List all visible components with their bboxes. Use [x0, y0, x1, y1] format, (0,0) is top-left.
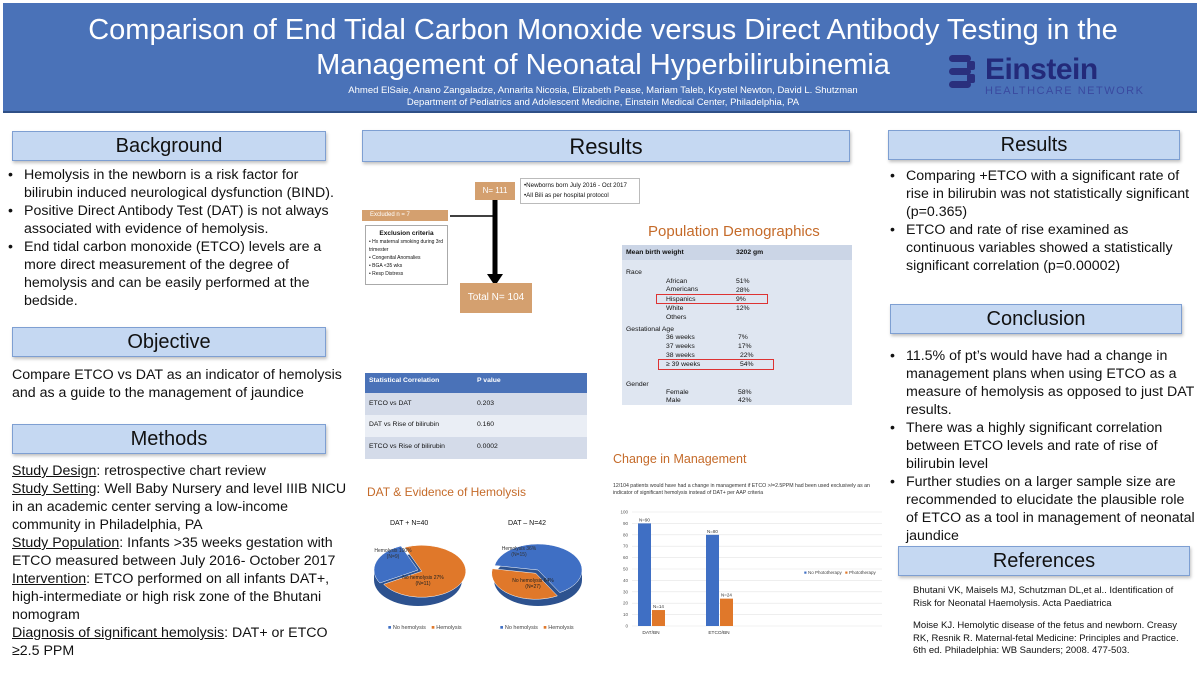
ga-row-value: 54%	[740, 361, 754, 368]
stat-header-cell: P value	[477, 377, 501, 384]
stat-header-row	[365, 373, 587, 393]
race-row-value: 9%	[736, 296, 746, 303]
hispanics-highlight	[656, 294, 768, 304]
objective-text: Compare ETCO vs DAT as an indicator of hemolysis and as a guide to the management of jaundice	[12, 367, 342, 401]
pie-chart-title: DAT & Evidence of Hemolysis	[367, 485, 526, 499]
demographics-title: Population Demographics	[648, 223, 820, 240]
gender-row-label: Female	[666, 389, 689, 396]
bar-chart-subtitle: 12/104 patients would have had a change in management if ETCO >/=2.5PPM had been used exclusively as an indicator of significant hemolysis instead of DAT+ per AAP criteria	[613, 483, 870, 496]
flow-arrows	[440, 198, 510, 288]
race-row-label: Others	[666, 314, 687, 321]
race-row-label: White	[666, 305, 684, 312]
conclusion-bullet: • There was a highly significant correlation between ETCO levels and rate of rise of bilirubin level	[888, 419, 1196, 473]
bar-data-label: N=14	[653, 604, 664, 610]
exclusion-item: • Hx maternal smoking during 3rd trimester	[369, 239, 444, 253]
methods-body	[12, 462, 358, 660]
y-tick-label: 50	[622, 566, 628, 572]
x-tick-label: ETCO/BN	[708, 631, 730, 636]
results-bullet: • Comparing +ETCO with a significant rate of rise in bilirubin was not statistically significant (p=0.365)	[888, 167, 1192, 221]
results-right-list	[888, 167, 1192, 275]
bar	[720, 599, 733, 626]
flow-criteria-box	[520, 178, 640, 204]
exclusion-item: • Congenital Anomalies	[369, 255, 421, 261]
race-row-value: 28%	[736, 287, 750, 294]
gender-row-label: Male	[666, 397, 681, 404]
background-bullet: • End tidal carbon monoxide (ETCO) levels are a more direct measurement of the degree of hemolysis and can be easily performed at the bedside.	[6, 238, 350, 310]
background-bullet: • Hemolysis in the newborn is a risk factor for bilirubin induced neurological dysfunction (BIND).	[6, 166, 350, 202]
gender-row-value: 42%	[738, 397, 752, 404]
logo-wordmark: Einstein	[985, 53, 1098, 86]
ga-row-value: 7%	[738, 334, 748, 341]
exclusion-criteria-box	[365, 225, 448, 285]
pie1-subtitle: DAT + N=40	[390, 520, 429, 527]
gender-label: Gender	[626, 381, 649, 388]
results-heading-right: Results	[888, 130, 1180, 160]
ga-label: Gestational Age	[626, 326, 674, 333]
y-tick-label: 70	[622, 543, 628, 549]
race-row-value: 51%	[736, 278, 750, 285]
bar	[706, 535, 719, 626]
gender-row-value: 58%	[738, 389, 752, 396]
y-tick-label: 90	[622, 520, 628, 526]
mean-value: 3202 gm	[736, 249, 764, 256]
pie2-subtitle: DAT – N=42	[508, 520, 547, 527]
results-bullet: • ETCO and rate of rise examined as continuous variables showed a statistically significant correlation (p=0.00002)	[888, 221, 1192, 275]
y-tick-label: 80	[622, 532, 628, 538]
flow-total-box: N= 111	[475, 182, 515, 200]
pie2-legend: ■ No hemolysis ■ Hemolysis	[500, 625, 574, 631]
y-tick-label: 60	[622, 555, 628, 561]
authors: Ahmed ElSaie, Anano Zangaladze, Annarita Nicosia, Elizabeth Pease, Mariam Taleb, Krystel Newton, David L. Shutzman	[348, 85, 858, 96]
poster-header	[3, 3, 1197, 113]
logo-mark-icon	[947, 51, 981, 95]
exclusion-item: • BGA <35 wks	[369, 263, 403, 269]
bar-data-label: N=24	[721, 592, 732, 598]
exclusion-title: Exclusion criteria	[379, 230, 434, 237]
race-row-label: African Americans	[666, 278, 699, 293]
demographics-table	[622, 245, 852, 405]
bar-data-label: N=90	[639, 517, 650, 523]
stat-row: ETCO vs Rise of bilirubin 0.0002	[365, 437, 587, 459]
methods-item: Study Population: Infants >35 weeks gestation with ETCO measured between July 2016- October 2017	[12, 535, 336, 569]
bar	[652, 610, 665, 626]
methods-item: Study Setting: Well Baby Nursery and level IIIB NICU in an academic center serving a low-income community in Philadelphia, PA	[12, 481, 347, 533]
ga-row-value: 22%	[740, 352, 754, 359]
mean-label: Mean birth weight	[626, 249, 684, 256]
objective-heading: Objective	[12, 327, 326, 357]
ga-row-label: ≥ 39 weeks	[666, 361, 701, 368]
logo-subtitle: HEALTHCARE NETWORK	[985, 85, 1145, 97]
pie2-hemolysis-label: Hemolysis 36% (N=15)	[501, 546, 537, 558]
title-line-1: Comparison of End Tidal Carbon Monoxide versus Direct Antibody Testing in the	[88, 14, 1118, 46]
department: Department of Pediatrics and Adolescent Medicine, Einstein Medical Center, Philadelphia, PA	[406, 97, 800, 108]
pie1-no-hemolysis-label: No hemolysis 27% (N=11)	[402, 575, 444, 587]
bar-grid	[632, 512, 882, 626]
stat-row: DAT vs Rise of bilirubin 0.160	[365, 415, 587, 437]
bar-data-label: N=80	[707, 528, 718, 534]
ga-row-value: 17%	[738, 343, 752, 350]
y-tick-label: 20	[622, 600, 628, 606]
bar-chart-title: Change in Management	[613, 452, 747, 466]
flow-excluded-box: Excluded n = 7	[362, 210, 448, 221]
references-heading: References	[898, 546, 1190, 576]
race-label: Race	[626, 269, 642, 276]
race-row-label: Hispanics	[666, 296, 696, 303]
y-tick-label: 0	[625, 623, 628, 629]
criteria-line: •Newborns born July 2016 - Oct 2017	[524, 182, 627, 189]
reference-item: Moise KJ. Hemolytic disease of the fetus and newborn. Creasy RK, Resnik R. Maternal-fetal Medicine: Principles and Practice. 6th ed. Philadelphia: WB Saunders; 2008. 477-503.	[913, 620, 1179, 656]
exclusion-item: • Resp Distress	[369, 271, 404, 277]
conclusion-list	[888, 347, 1196, 545]
einstein-logo	[947, 51, 1157, 101]
methods-item: Diagnosis of significant hemolysis: DAT+ or ETCO ≥2.5 PPM	[12, 625, 328, 659]
conclusion-heading: Conclusion	[890, 304, 1182, 334]
race-row-value: 12%	[736, 305, 750, 312]
pie1-hemolysis-label: Hemolysis 100%(N=9)	[374, 548, 412, 560]
results-heading-middle: Results	[362, 130, 850, 162]
ga-row-label: 38 weeks	[666, 352, 695, 359]
stat-row: ETCO vs DAT 0.203	[365, 393, 587, 415]
methods-item: Intervention: ETCO performed on all infants DAT+, high-intermediate or high risk zone of the Bhutani nomogram	[12, 571, 330, 623]
criteria-line: •All Bili as per hospital protocol	[524, 192, 609, 199]
conclusion-bullet: • Further studies on a larger sample size are recommended to elucidate the plausible role of ETCO as a tool in management of neonatal jaundice	[888, 473, 1196, 545]
y-tick-label: 30	[622, 589, 628, 595]
authors-block	[203, 85, 1003, 109]
y-tick-label: 10	[622, 612, 628, 618]
y-tick-label: 40	[622, 577, 628, 583]
reference-item: Bhutani VK, Maisels MJ, Schutzman DL,et al.. Identification of Risk for Neonatal Haemolysis. Acta Paediatrica	[913, 585, 1174, 609]
statistical-correlation-table	[365, 373, 587, 459]
bar-legend: ■ No Phototherapy ■ Phototherapy	[804, 570, 876, 575]
title-line-2: Management of Neonatal Hyperbilirubinemia	[316, 49, 890, 81]
background-bullet: • Positive Direct Antibody Test (DAT) is not always associated with evidence of hemolysis.	[6, 202, 350, 238]
background-heading: Background	[12, 131, 326, 161]
pie2-no-hemolysis-label: No hemolysis 64% (N=27)	[512, 578, 554, 590]
ga-highlight	[658, 359, 774, 370]
stat-header-cell: Statistical Correlation	[369, 377, 440, 384]
references-list	[913, 585, 1185, 668]
background-list	[6, 166, 350, 310]
bar-bars	[638, 523, 733, 626]
y-tick-label: 100	[620, 509, 628, 515]
bar	[638, 523, 651, 626]
methods-heading: Methods	[12, 424, 326, 454]
methods-item: Study Design: retrospective chart review	[12, 463, 266, 479]
conclusion-bullet: • 11.5% of pt’s would have had a change in management plans when using ETCO as a measure of hemolysis as opposed to just DAT results.	[888, 347, 1196, 419]
ga-row-label: 37 weeks	[666, 343, 695, 350]
ga-row-label: 36 weeks	[666, 334, 695, 341]
x-tick-label: DAT/BN	[642, 631, 660, 636]
flow-final-box: Total N= 104	[460, 283, 532, 313]
pie1-legend: ■ No hemolysis ■ Hemolysis	[388, 625, 462, 631]
